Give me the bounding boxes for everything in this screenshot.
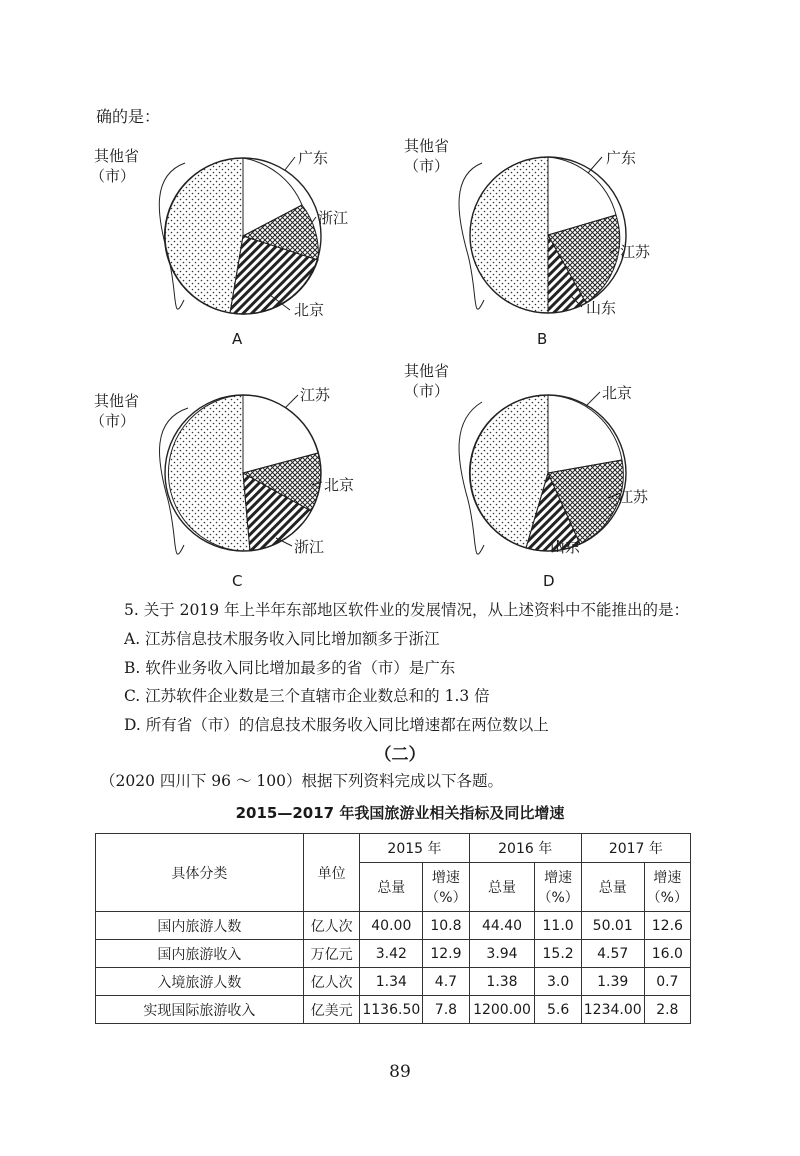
cell-value: 40.00 xyxy=(360,912,423,940)
cell-value: 3.0 xyxy=(535,968,581,996)
cell-value: 16.0 xyxy=(644,940,690,968)
pie-d-slice-2-label: 江苏 xyxy=(618,488,649,506)
pie-d-slice-3-label: 山东 xyxy=(550,538,581,556)
cell-value: 1.38 xyxy=(469,968,535,996)
header-category: 具体分类 xyxy=(96,834,304,912)
question-5-stem: 5. 关于 2019 年上半年东部地区软件业的发展情况，从上述资料中不能推出的是： xyxy=(124,601,690,619)
row-name: 实现国际旅游收入 xyxy=(96,996,304,1024)
question-5-option-b[interactable]: B. 软件业务收入同比增加最多的省（市）是广东 xyxy=(124,659,456,677)
cell-value: 1136.50 xyxy=(360,996,423,1024)
cell-value: 12.6 xyxy=(644,912,690,940)
table-row xyxy=(96,912,691,940)
cell-value: 1234.00 xyxy=(581,996,644,1024)
pie-a-slice-3-label: 北京 xyxy=(294,301,325,319)
pie-b-option-letter: B xyxy=(537,330,548,348)
row-name: 国内旅游人数 xyxy=(96,912,304,940)
table-row xyxy=(96,940,691,968)
cell-value: 1.39 xyxy=(581,968,644,996)
header-year-2017: 2017 年 xyxy=(581,834,690,863)
pie-chart-d[interactable] xyxy=(390,362,730,620)
question-5-option-c[interactable]: C. 江苏软件企业数是三个直辖市企业数总和的 1.3 倍 xyxy=(124,687,490,705)
cell-value: 0.7 xyxy=(644,968,690,996)
cell-value: 5.6 xyxy=(535,996,581,1024)
cell-value: 2.8 xyxy=(644,996,690,1024)
row-unit: 亿人次 xyxy=(303,912,360,940)
pie-c-other-label-1: 其他省 xyxy=(94,392,140,410)
pie-b-slice-2-label: 江苏 xyxy=(620,243,651,261)
header-growth-2016: 增速（%） xyxy=(535,863,581,912)
table-title: 2015—2017 年我国旅游业相关指标及同比增速 xyxy=(235,804,565,822)
pie-chart-b[interactable] xyxy=(390,135,730,375)
cell-value: 4.7 xyxy=(423,968,469,996)
cell-value: 7.8 xyxy=(423,996,469,1024)
pie-d-other-label-1: 其他省 xyxy=(404,362,450,380)
cell-value: 10.8 xyxy=(423,912,469,940)
cell-value: 50.01 xyxy=(581,912,644,940)
cell-value: 4.57 xyxy=(581,940,644,968)
cell-value: 11.0 xyxy=(535,912,581,940)
header-total-2015: 总量 xyxy=(360,863,423,912)
question-5-option-a[interactable]: A. 江苏信息技术服务收入同比增加额多于浙江 xyxy=(124,630,440,648)
pie-b-other-label-1: 其他省 xyxy=(404,137,450,155)
intro-text: 确的是： xyxy=(96,107,161,126)
cell-value: 12.9 xyxy=(423,940,469,968)
header-growth-2015: 增速（%） xyxy=(423,863,469,912)
row-unit: 亿人次 xyxy=(303,968,360,996)
pie-a-slice-1-label: 广东 xyxy=(298,149,329,167)
cell-value: 1200.00 xyxy=(469,996,535,1024)
pie-c-slice-3-label: 浙江 xyxy=(294,538,325,556)
header-year-2015: 2015 年 xyxy=(360,834,469,863)
pie-c-other-label-2: （市） xyxy=(90,412,136,430)
row-unit: 亿美元 xyxy=(303,996,360,1024)
cell-value: 1.34 xyxy=(360,968,423,996)
header-growth-2017: 增速（%） xyxy=(644,863,690,912)
pie-d-other-label-2: （市） xyxy=(404,382,450,400)
header-total-2017: 总量 xyxy=(581,863,644,912)
table-row xyxy=(96,968,691,996)
pie-c-slice-2-label: 北京 xyxy=(324,476,355,494)
pie-a-other-label-1: 其他省 xyxy=(94,147,140,165)
header-unit: 单位 xyxy=(303,834,360,912)
pie-b-slice-3-label: 山东 xyxy=(586,299,617,317)
cell-value: 44.40 xyxy=(469,912,535,940)
cell-value: 3.94 xyxy=(469,940,535,968)
row-unit: 万亿元 xyxy=(303,940,360,968)
pie-a-slice-2-label: 浙江 xyxy=(318,209,349,227)
pie-b-slice-1-label: 广东 xyxy=(606,149,637,167)
pie-a-option-letter: A xyxy=(232,330,243,348)
cell-value: 15.2 xyxy=(535,940,581,968)
pie-c-slice-1-label: 江苏 xyxy=(300,386,331,404)
header-year-2016: 2016 年 xyxy=(469,834,581,863)
pie-d-option-letter: D xyxy=(543,572,555,590)
pie-chart-c[interactable] xyxy=(80,380,420,620)
pie-b-other-label-2: （市） xyxy=(404,157,450,175)
pie-a-other-label-2: （市） xyxy=(90,167,136,185)
section-title: （二） xyxy=(374,745,426,765)
pie-d-slice-1-label: 北京 xyxy=(602,384,633,402)
pie-d-graphic xyxy=(390,380,730,620)
tourism-data-table xyxy=(95,833,691,1024)
question-5-option-d[interactable]: D. 所有省（市）的信息技术服务收入同比增速都在两位数以上 xyxy=(124,716,549,734)
source-note: （2020 四川下 96 ～ 100）根据下列资料完成以下各题。 xyxy=(100,772,503,790)
page-number: 89 xyxy=(389,1062,411,1082)
pie-c-option-letter: C xyxy=(232,572,243,590)
table-row xyxy=(96,996,691,1024)
pie-chart-a[interactable] xyxy=(80,135,420,375)
row-name: 入境旅游人数 xyxy=(96,968,304,996)
header-total-2016: 总量 xyxy=(469,863,535,912)
cell-value: 3.42 xyxy=(360,940,423,968)
row-name: 国内旅游收入 xyxy=(96,940,304,968)
